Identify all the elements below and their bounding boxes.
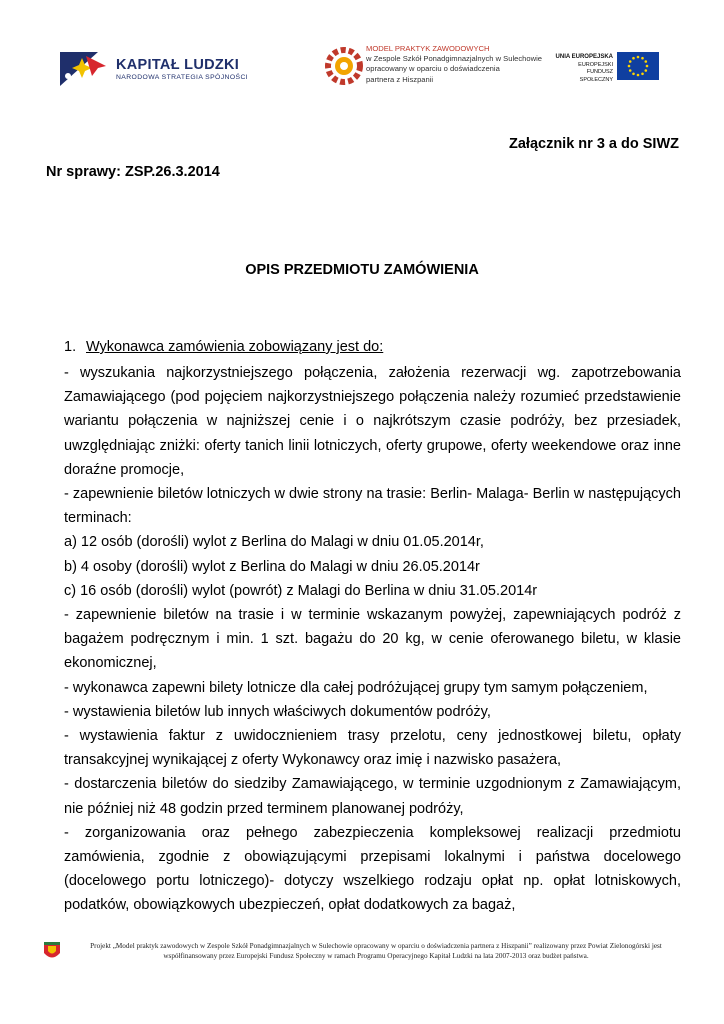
paragraph: - wystawienia faktur z uwidocznieniem trasy przelotu, ceny jednostkowej biletu, opłaty transakcyjnej wynikającej z oferty Wykonawcy oraz imię i nazwisko pasażera,: [64, 728, 681, 769]
gear-icon: [322, 44, 366, 88]
paragraph: - wystawienia biletów lub innych właściwych dokumentów podróży,: [64, 703, 491, 720]
page-header: [0, 0, 724, 110]
eu-logo-text: UNIA EUROPEJSKA EUROPEJSKI FUNDUSZ SPOŁECZNY: [555, 54, 613, 83]
kapital-ludzki-subtitle: NARODOWA STRATEGIA SPÓJNOŚCI: [116, 74, 249, 81]
item-number: 1.: [64, 339, 77, 355]
paragraph: - dostarczenia biletów do siedziby Zamawiającego, w terminie uzgodnionym z Zamawiającym, nie później niż 48 godzin przed terminem planowanej podróży,: [64, 776, 681, 817]
powiat-coat-of-arms-icon: [42, 940, 62, 962]
paragraph: b) 4 osoby (dorośli) wylot z Berlina do Malagi w dniu 26.05.2014r: [64, 558, 480, 575]
model-praktyk-logo: [320, 42, 543, 92]
paragraph: - zapewnienie biletów na trasie i w terminie wskazanym powyżej, zapewniających podróż z bagażem podręcznym i min. 1 szt. bagażu do 20 kg, w cenie oferowanego biletu, w klasie ekonomicznej,: [64, 607, 681, 672]
paragraph: c) 16 osób (dorośli) wylot (powrót) z Malagi do Berlina w dniu 31.05.2014r: [64, 582, 538, 599]
document-body: [64, 361, 681, 918]
footer-text: Projekt „Model praktyk zawodowych w Zespole Szkół Ponadgimnazjalnych w Sulechowie opracowany w oparciu o doświadczenia partnera z Hiszpanii” realizowany przez Powiat Zielonogórski jest współfinansowany przez Europejski Fundusz Społeczny w ramach Programu Operacyjnego Kapitał Ludzki na lata 2007-2013 oraz budżet państwa.: [90, 942, 662, 960]
kapital-ludzki-logo: [58, 48, 268, 88]
paragraph: - wykonawca zapewni bilety lotnicze dla całej podróżującej grupy tym samym połączeniem,: [64, 679, 648, 696]
attachment-label: Załącznik nr 3 a do SIWZ: [509, 136, 680, 152]
eu-flag-icon: [617, 52, 659, 80]
model-praktyk-text: MODEL PRAKTYK ZAWODOWYCH w Zespole Szkół Ponadgimnazjalnych w Sulechowie opracowany w oparciu o doświadczenia partnera z Hiszpanii: [366, 44, 543, 84]
eu-logo: [555, 52, 665, 82]
paragraph: - zorganizowania oraz pełnego zabezpieczenia kompleksowej realizacji przedmiotu zamówienia, zgodnie z obowiązującymi przepisami lokalnymi i państwa docelowego (docelowego portu lotniczego)- dotyczy wszelkiego rodzaju opłat np. opłat lotniskowych, podatków, obowiązkowych ubezpieczeń, opłat dodatkowych za bagaż,: [64, 824, 681, 914]
case-number: Nr sprawy: ZSP.26.3.2014: [46, 164, 220, 180]
paragraph: - wyszukania najkorzystniejszego połączenia, założenia rezerwacji wg. zapotrzebowania Zamawiającego (pod pojęciem najkorzystniejszego połączenia należy rozumieć przedstawienie wariantu połączenia w najniższej cenie i o najkrótszym czasie podróży, bez przesiadek, uwzględniając zniżki: oferty tanich linii lotniczych, oferty grupowe, oferty weekendowe oraz inne doraźne promocje,: [64, 365, 681, 478]
document-title: OPIS PRZEDMIOTU ZAMÓWIENIA: [245, 262, 479, 278]
paragraph: - zapewnienie biletów lotniczych w dwie strony na trasie: Berlin- Malaga- Berlin w następujących terminach:: [64, 486, 681, 527]
kapital-ludzki-title: KAPITAŁ LUDZKI: [116, 57, 240, 73]
numbered-item-1: [64, 339, 383, 355]
item-label: Wykonawca zamówienia zobowiązany jest do:: [86, 339, 384, 355]
paragraph: a) 12 osób (dorośli) wylot z Berlina do Malagi w dniu 01.05.2014r,: [64, 534, 484, 551]
page-footer: [42, 938, 682, 978]
kapital-ludzki-emblem-icon: [58, 48, 110, 88]
